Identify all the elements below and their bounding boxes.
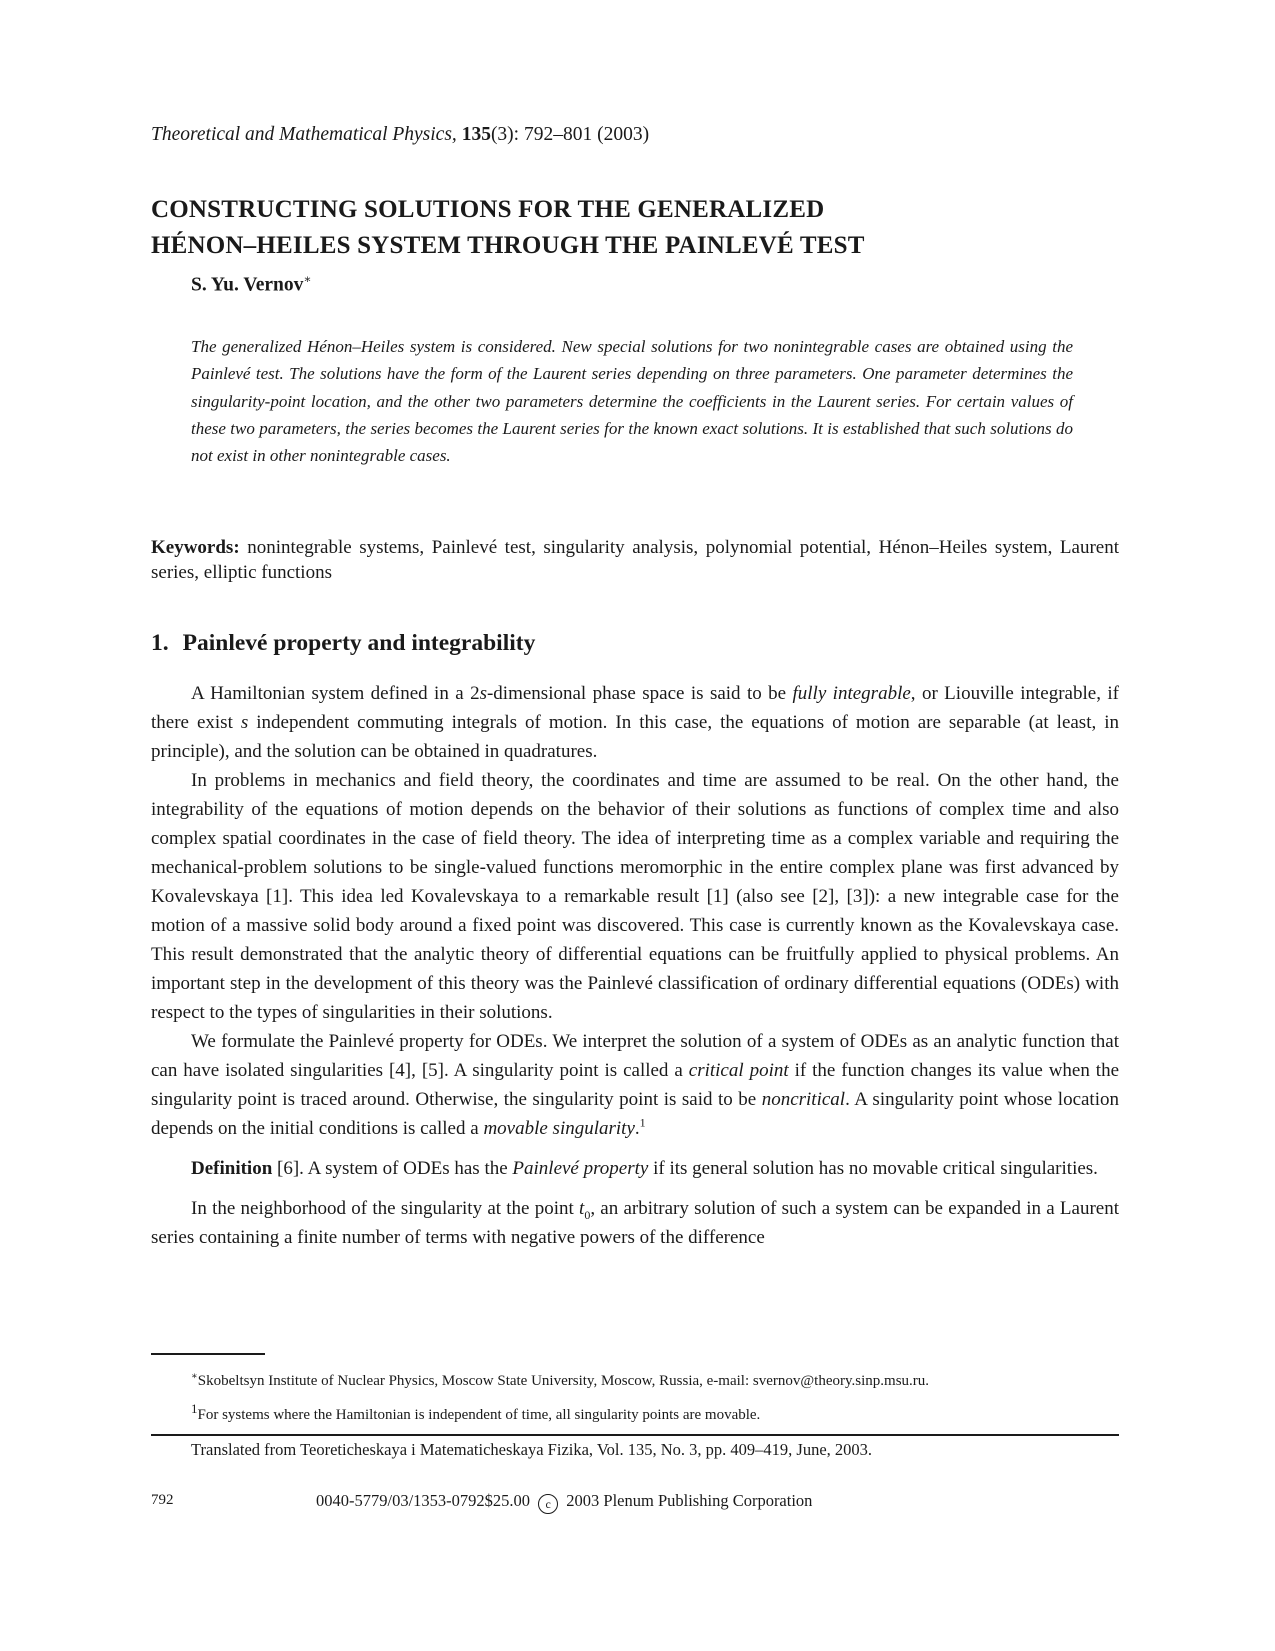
math-var: s — [479, 683, 487, 704]
definition-label: Definition — [191, 1158, 273, 1179]
text-run: -dimensional phase space is said to be — [486, 683, 793, 704]
text-run: . — [634, 1118, 640, 1139]
math-var: s — [240, 712, 249, 733]
text-run: . A singularity point whose location depends on the initial conditions is called a — [151, 1089, 1119, 1139]
translation-note: Translated from Teoreticheskaya i Matematicheskaya Fizika, Vol. 135, No. 3, pp. 409–419, June, 2003. — [191, 1440, 873, 1459]
page-number: 792 — [151, 1492, 174, 1508]
paragraph-1 — [151, 679, 1119, 766]
footnote-affiliation — [191, 1363, 1121, 1395]
text-run: if the function changes its value when the singularity point is traced around. Otherwise, the singularity point is said to be — [151, 1060, 1120, 1110]
author — [191, 272, 312, 297]
abstract: The generalized Hénon–Heiles system is considered. New special solutions for two nonintegrable cases are obtained using the Painlevé test. The solutions have the form of the Laurent series depending on three parameters. One parameter determines the singularity-point location, and the other two parameters determine the coefficients in the Laurent series. For certain values of these two parameters, the series becomes the Laurent series for the known exact solutions. It is established that such solutions do not exist in other nonintegrable cases. — [191, 337, 1073, 466]
emphasis: Painlevé property — [512, 1158, 649, 1179]
text-run: A Hamiltonian system defined in a 2 — [191, 683, 480, 704]
author-footnote-mark: ∗ — [303, 272, 312, 286]
keywords — [151, 535, 1119, 585]
section-number: 1. — [151, 630, 169, 656]
keywords-label: Keywords: — [151, 537, 240, 558]
paragraph-3 — [151, 1027, 1119, 1143]
journal-name: Theoretical and Mathematical Physics, — [151, 124, 457, 145]
text-run: , or Liouville integrable, if there exist — [151, 683, 1119, 733]
body-text — [151, 679, 1119, 1252]
text-run: if its general solution has no movable critical singularities. — [648, 1158, 1098, 1179]
text-run: We formulate the Painlevé property for ODEs. We interpret the solution of a system of ODEs as an analytic function that can have isolated singularities [4], [5]. A singularity point is called a — [151, 1031, 1119, 1081]
footnote-ref[interactable]: 1 — [639, 1115, 646, 1130]
footnote-text: Skobeltsyn Institute of Nuclear Physics, Moscow State University, Moscow, Russia, e-mail: svernov@theory.sinp.msu.ru. — [197, 1373, 930, 1389]
text-run: A system of ODEs has the — [307, 1158, 513, 1179]
footnote-mark: ∗ — [191, 1371, 198, 1382]
title-line-1: CONSTRUCTING SOLUTIONS FOR THE GENERALIZED — [151, 196, 825, 223]
journal-citation — [151, 124, 649, 146]
emphasis: movable singularity — [483, 1118, 635, 1139]
citation-ref: [6]. — [272, 1158, 308, 1179]
emphasis: critical point — [688, 1060, 789, 1081]
journal-issue-pages: (3): 792–801 (2003) — [490, 124, 650, 145]
text-run: In the neighborhood of the singularity at the point — [191, 1198, 580, 1219]
footnote-mark: 1 — [191, 1401, 198, 1416]
math-var: t — [579, 1198, 585, 1219]
text-run: , an arbitrary solution of such a system can be expanded in a Laurent series containing a finite number of terms with negative powers of the difference — [151, 1198, 1119, 1248]
imprint — [316, 1491, 812, 1514]
section-title: Painlevé property and integrability — [182, 630, 536, 656]
title-line-2: HÉNON–HEILES SYSTEM THROUGH THE PAINLEVÉ TEST — [151, 232, 865, 259]
footnote-1 — [191, 1395, 1121, 1429]
keywords-text: nonintegrable systems, Painlevé test, singularity analysis, polynomial potential, Hénon–Heiles system, Laurent series, elliptic functions — [151, 537, 1120, 583]
emphasis: fully integrable — [792, 683, 911, 704]
author-name: S. Yu. Vernov — [191, 274, 304, 296]
imprint-code: 0040-5779/03/1353-0792$25.00 — [316, 1491, 531, 1510]
imprint-publisher: 2003 Plenum Publishing Corporation — [566, 1491, 813, 1510]
paragraph-4 — [151, 1194, 1119, 1252]
emphasis: noncritical — [761, 1089, 846, 1110]
footnote-text: For systems where the Hamiltonian is independent of time, all singularity points are movable. — [197, 1407, 761, 1423]
math-subscript: 0 — [584, 1207, 591, 1222]
definition — [151, 1154, 1119, 1183]
paper-title — [151, 192, 1151, 264]
footnote-divider — [151, 1353, 265, 1355]
paragraph-2: In problems in mechanics and field theory, the coordinates and time are assumed to be real. On the other hand, the integrability of the equations of motion depends on the behavior of their solutions as functions of complex time and also complex spatial coordinates in the case of field theory. The idea of interpreting time as a complex variable and requiring the mechanical-problem solutions to be single-valued functions meromorphic in the entire complex plane was first advanced by Kovalevskaya [1]. This idea led Kovalevskaya to a remarkable result [1] (also see [2], [3]): a new integrable case for the motion of a massive solid body around a fixed point was discovered. This case is currently known as the Kovalevskaya case. This result demonstrated that the analytic theory of differential equations can be fruitfully applied to physical problems. An important step in the development of this theory was the Painlevé classification of ordinary differential equations (ODEs) with respect to the types of singularities in their solutions. — [151, 770, 1119, 1023]
bottom-divider — [151, 1434, 1119, 1436]
footnotes — [191, 1363, 1121, 1429]
text-run: independent commuting integrals of motion. In this case, the equations of motion are separable (at least, in principle), and the solution can be obtained in quadratures. — [151, 712, 1119, 762]
journal-volume: 135 — [461, 124, 491, 145]
copyright-icon: c — [538, 1494, 558, 1514]
section-heading — [151, 630, 535, 657]
